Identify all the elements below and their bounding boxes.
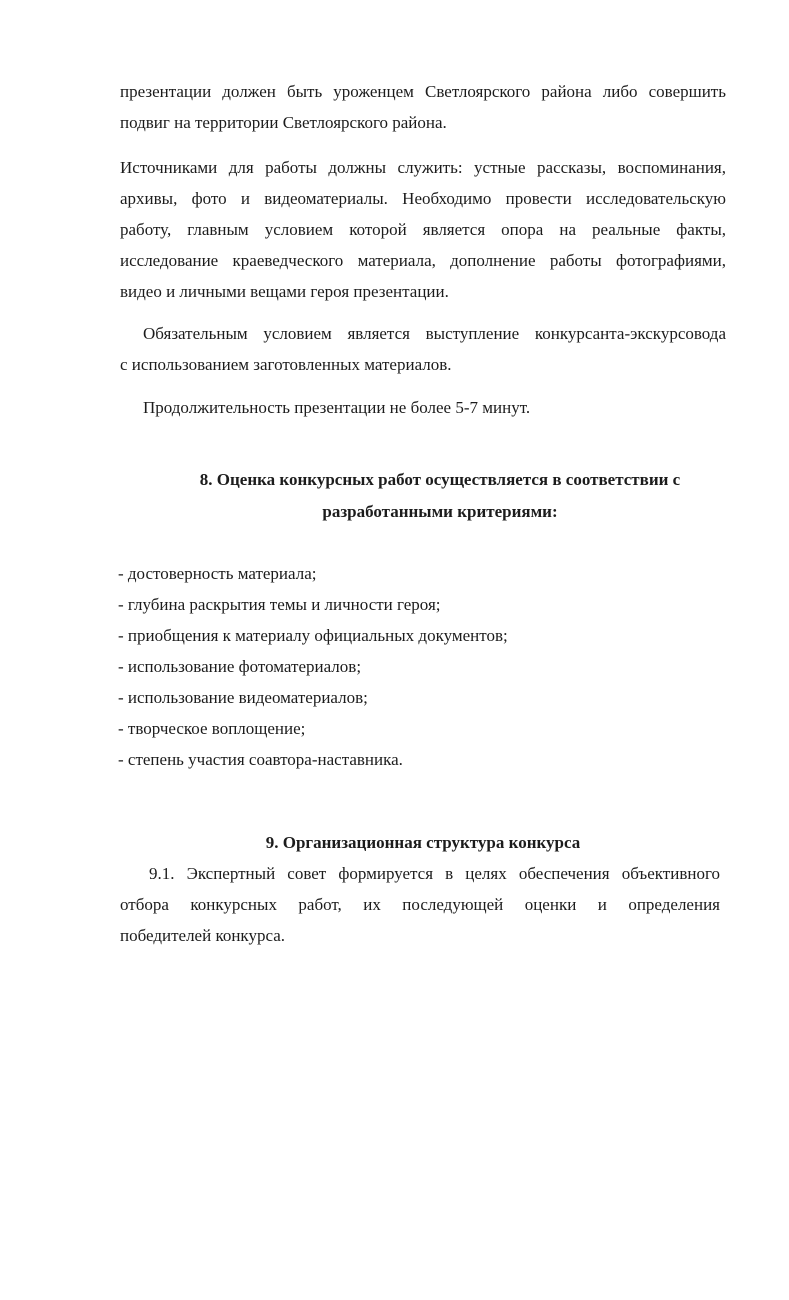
- list-item: - использование фотоматериалов;: [118, 657, 362, 676]
- list-item: - использование видеоматериалов;: [118, 688, 368, 707]
- paragraph-line: отбора конкурсных работ, их последующей оценки и определения: [120, 895, 720, 914]
- list-item: - глубина раскрытия темы и личности героя;: [118, 595, 441, 614]
- paragraph-line: видео и личными вещами героя презентации.: [120, 282, 449, 301]
- paragraph-line: исследование краеведческого материала, дополнение работы фотографиями,: [120, 251, 726, 270]
- paragraph-line: презентации должен быть уроженцем Светлоярского района либо совершить: [120, 82, 726, 101]
- requirement-paragraph: [120, 318, 726, 380]
- paragraph-line: работу, главным условием которой является опора на реальные факты,: [120, 220, 726, 239]
- sources-paragraph: [120, 152, 726, 307]
- list-item: - приобщения к материалу официальных документов;: [118, 626, 508, 645]
- paragraph-line: с использованием заготовленных материалов.: [120, 355, 452, 374]
- paragraph-line: победителей конкурса.: [120, 926, 286, 945]
- section-8-heading-line-1: 8. Оценка конкурсных работ осуществляется в соответствии с: [199, 470, 681, 489]
- paragraph-line: Продолжительность презентации не более 5-7 минут.: [143, 398, 531, 417]
- paragraph-line: Источниками для работы должны служить: устные рассказы, воспоминания,: [120, 158, 726, 177]
- section-8-heading-line-2: разработанными критериями:: [322, 502, 558, 521]
- paragraph-line: 9.1. Экспертный совет формируется в целях обеспечения объективного: [149, 864, 720, 883]
- list-item: - достоверность материала;: [118, 564, 317, 583]
- paragraph-line: Обязательным условием является выступление конкурсанта-экскурсовода: [143, 324, 726, 343]
- section-9-1-paragraph: [120, 858, 720, 951]
- paragraph-line: подвиг на территории Светлоярского района.: [120, 113, 447, 132]
- duration-paragraph: [120, 392, 726, 423]
- continuation-paragraph: [120, 76, 726, 138]
- criteria-list: [118, 558, 508, 775]
- paragraph-line: архивы, фото и видеоматериалы. Необходимо провести исследовательскую: [120, 189, 726, 208]
- section-9-heading: 9. Организационная структура конкурса: [265, 833, 581, 852]
- list-item: - творческое воплощение;: [118, 719, 306, 738]
- list-item: - степень участия соавтора-наставника.: [118, 750, 403, 769]
